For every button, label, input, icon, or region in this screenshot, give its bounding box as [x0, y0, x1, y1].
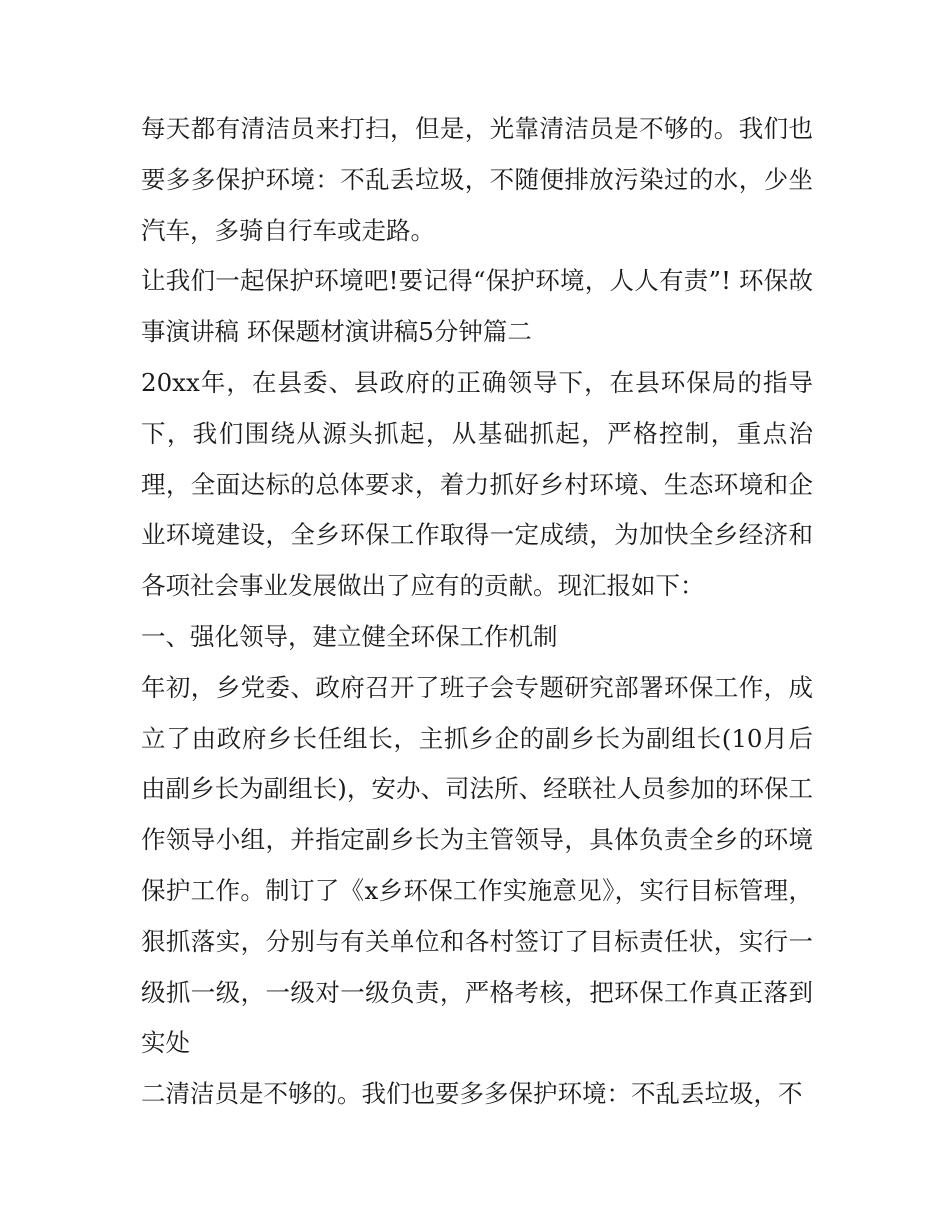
paragraph-report-intro: 20xx年，在县委、县政府的正确领导下，在县环保局的指导下，我们围绕从源头抓起，从基础抓起，严格控制，重点治理，全面达标的总体要求，着力抓好乡村环境、生态环境和企业环境建设，全乡环保工作取得一定成绩，为加快全乡经济和各项社会事业发展做出了应有的贡献。现汇报如下：	[141, 367, 813, 601]
paragraph-leadership: 年初，乡党委、政府召开了班子会专题研究部署环保工作，成立了由政府乡长任组长，主抓乡企的副乡长为副组长(10月后由副乡长为副组长)，安办、司法所、经联社人员参加的环保工作领导小组，并指定副乡长为主管领导，具体负责全乡的环境保护工作。制订了《x乡环保工作实施意见》，实行目标管理，狠抓落实，分别与有关单位和各村签订了目标责任状，实行一级抓一级，一级对一级负责，严格考核，把环保工作真正落到实处	[141, 672, 813, 1058]
paragraph-cleaning: 每天都有清洁员来打扫，但是，光靠清洁员是不够的。我们也要多多保护环境：不乱丢垃圾，不随便排放污染过的水，少坐汽车，多骑自行车或走路。	[141, 114, 813, 245]
paragraph-truncated: 二清洁员是不够的。我们也要多多保护环境：不乱丢垃圾，不	[141, 1079, 803, 1109]
document-body	[141, 104, 813, 1120]
paragraph-slogan: 让我们一起保护环境吧!要记得“保护环境，人人有责”! 环保故事演讲稿 环保题材演讲稿5分钟篇二	[141, 266, 813, 347]
section-heading-one: 一、强化领导，建立健全环保工作机制	[141, 621, 558, 651]
